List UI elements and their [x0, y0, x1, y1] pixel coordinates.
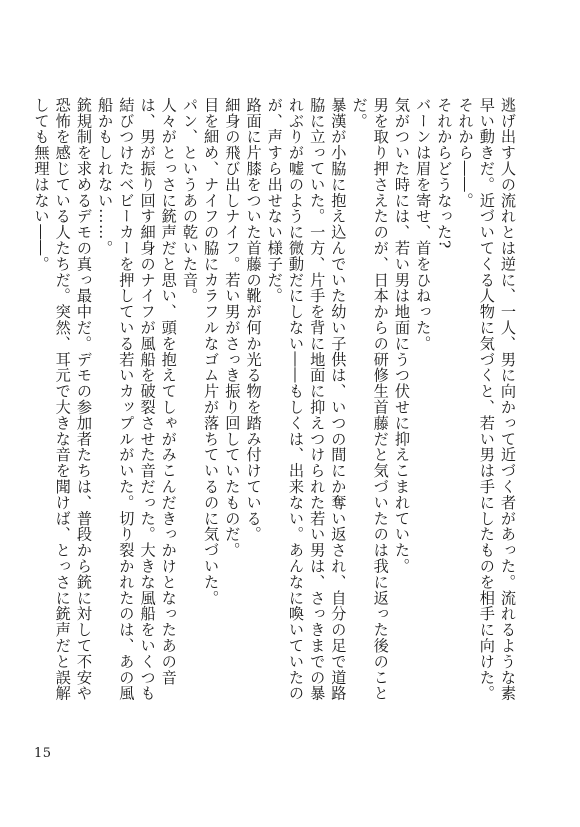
paragraph: 目を細め、ナイフの脇にカラフルなゴム片が落ちているのに気づいた。 — [202, 97, 221, 606]
paragraph: 逃げ出す人の流れとは逆に、一人、男に向かって近づく者があった。流れるような素早い動きだ。近づいてくる人物に気づくと、若い男は手にしたものを相手に向けた。それから――。 — [456, 97, 517, 702]
paragraph: 人々がとっさに銃声だと思い、頭を抱えてしゃがみこんだきっかけとなったあの音は、男が振り回す細身のナイフが風船を破裂させた音だった。大きな風船をいくつも結びつけたベビーカーを押している若いカップルがいた。切り裂かれたのは、あの風船かもしれない……。 — [96, 97, 178, 702]
paragraph: 銃規制を求めるデモの真っ最中だ。デモの参加者たちは、普段から銃に対して不安や恐怖を感じている人たちだ。突然、耳元で大きな音を聞けば、とっさに銃声だと誤解しても無理はない――。 — [32, 97, 93, 702]
paragraph: それからどうなった? — [435, 97, 454, 249]
paragraph: 細身の飛び出しナイフ。若い男がさっき振り回していたものだ。 — [223, 97, 242, 559]
paragraph: 男を取り押さえたのが、日本からの研修生首藤だと気づいたのは我に返った後のことだ。 — [350, 97, 390, 702]
paragraph: 気がついた時には、若い男は地面にうつ伏せに抑えこまれていた。 — [392, 97, 411, 574]
vertical-text-body — [32, 97, 518, 717]
paragraph: バーンは眉を寄せ、首をひねった。 — [414, 97, 433, 352]
paragraph: パン、というあの乾いた音。 — [180, 97, 199, 304]
paragraph: 路面に片膝をついた首藤の靴が何か光る物を踏み付けている。 — [244, 97, 263, 543]
page-number: 15 — [34, 746, 52, 761]
paragraph: 暴漢が小脇に抱え込んでいた幼い子供は、いつの間にか奪い返され、自分の足で道路脇に立っていた。一方、片手を背に地面に抑えつけられた若い男は、さっきまでの暴れぶりが嘘のように微動だにしない――もしくは、出来ない。あんなに喚いていたのが、声すら出せない様子だ。 — [265, 97, 348, 702]
